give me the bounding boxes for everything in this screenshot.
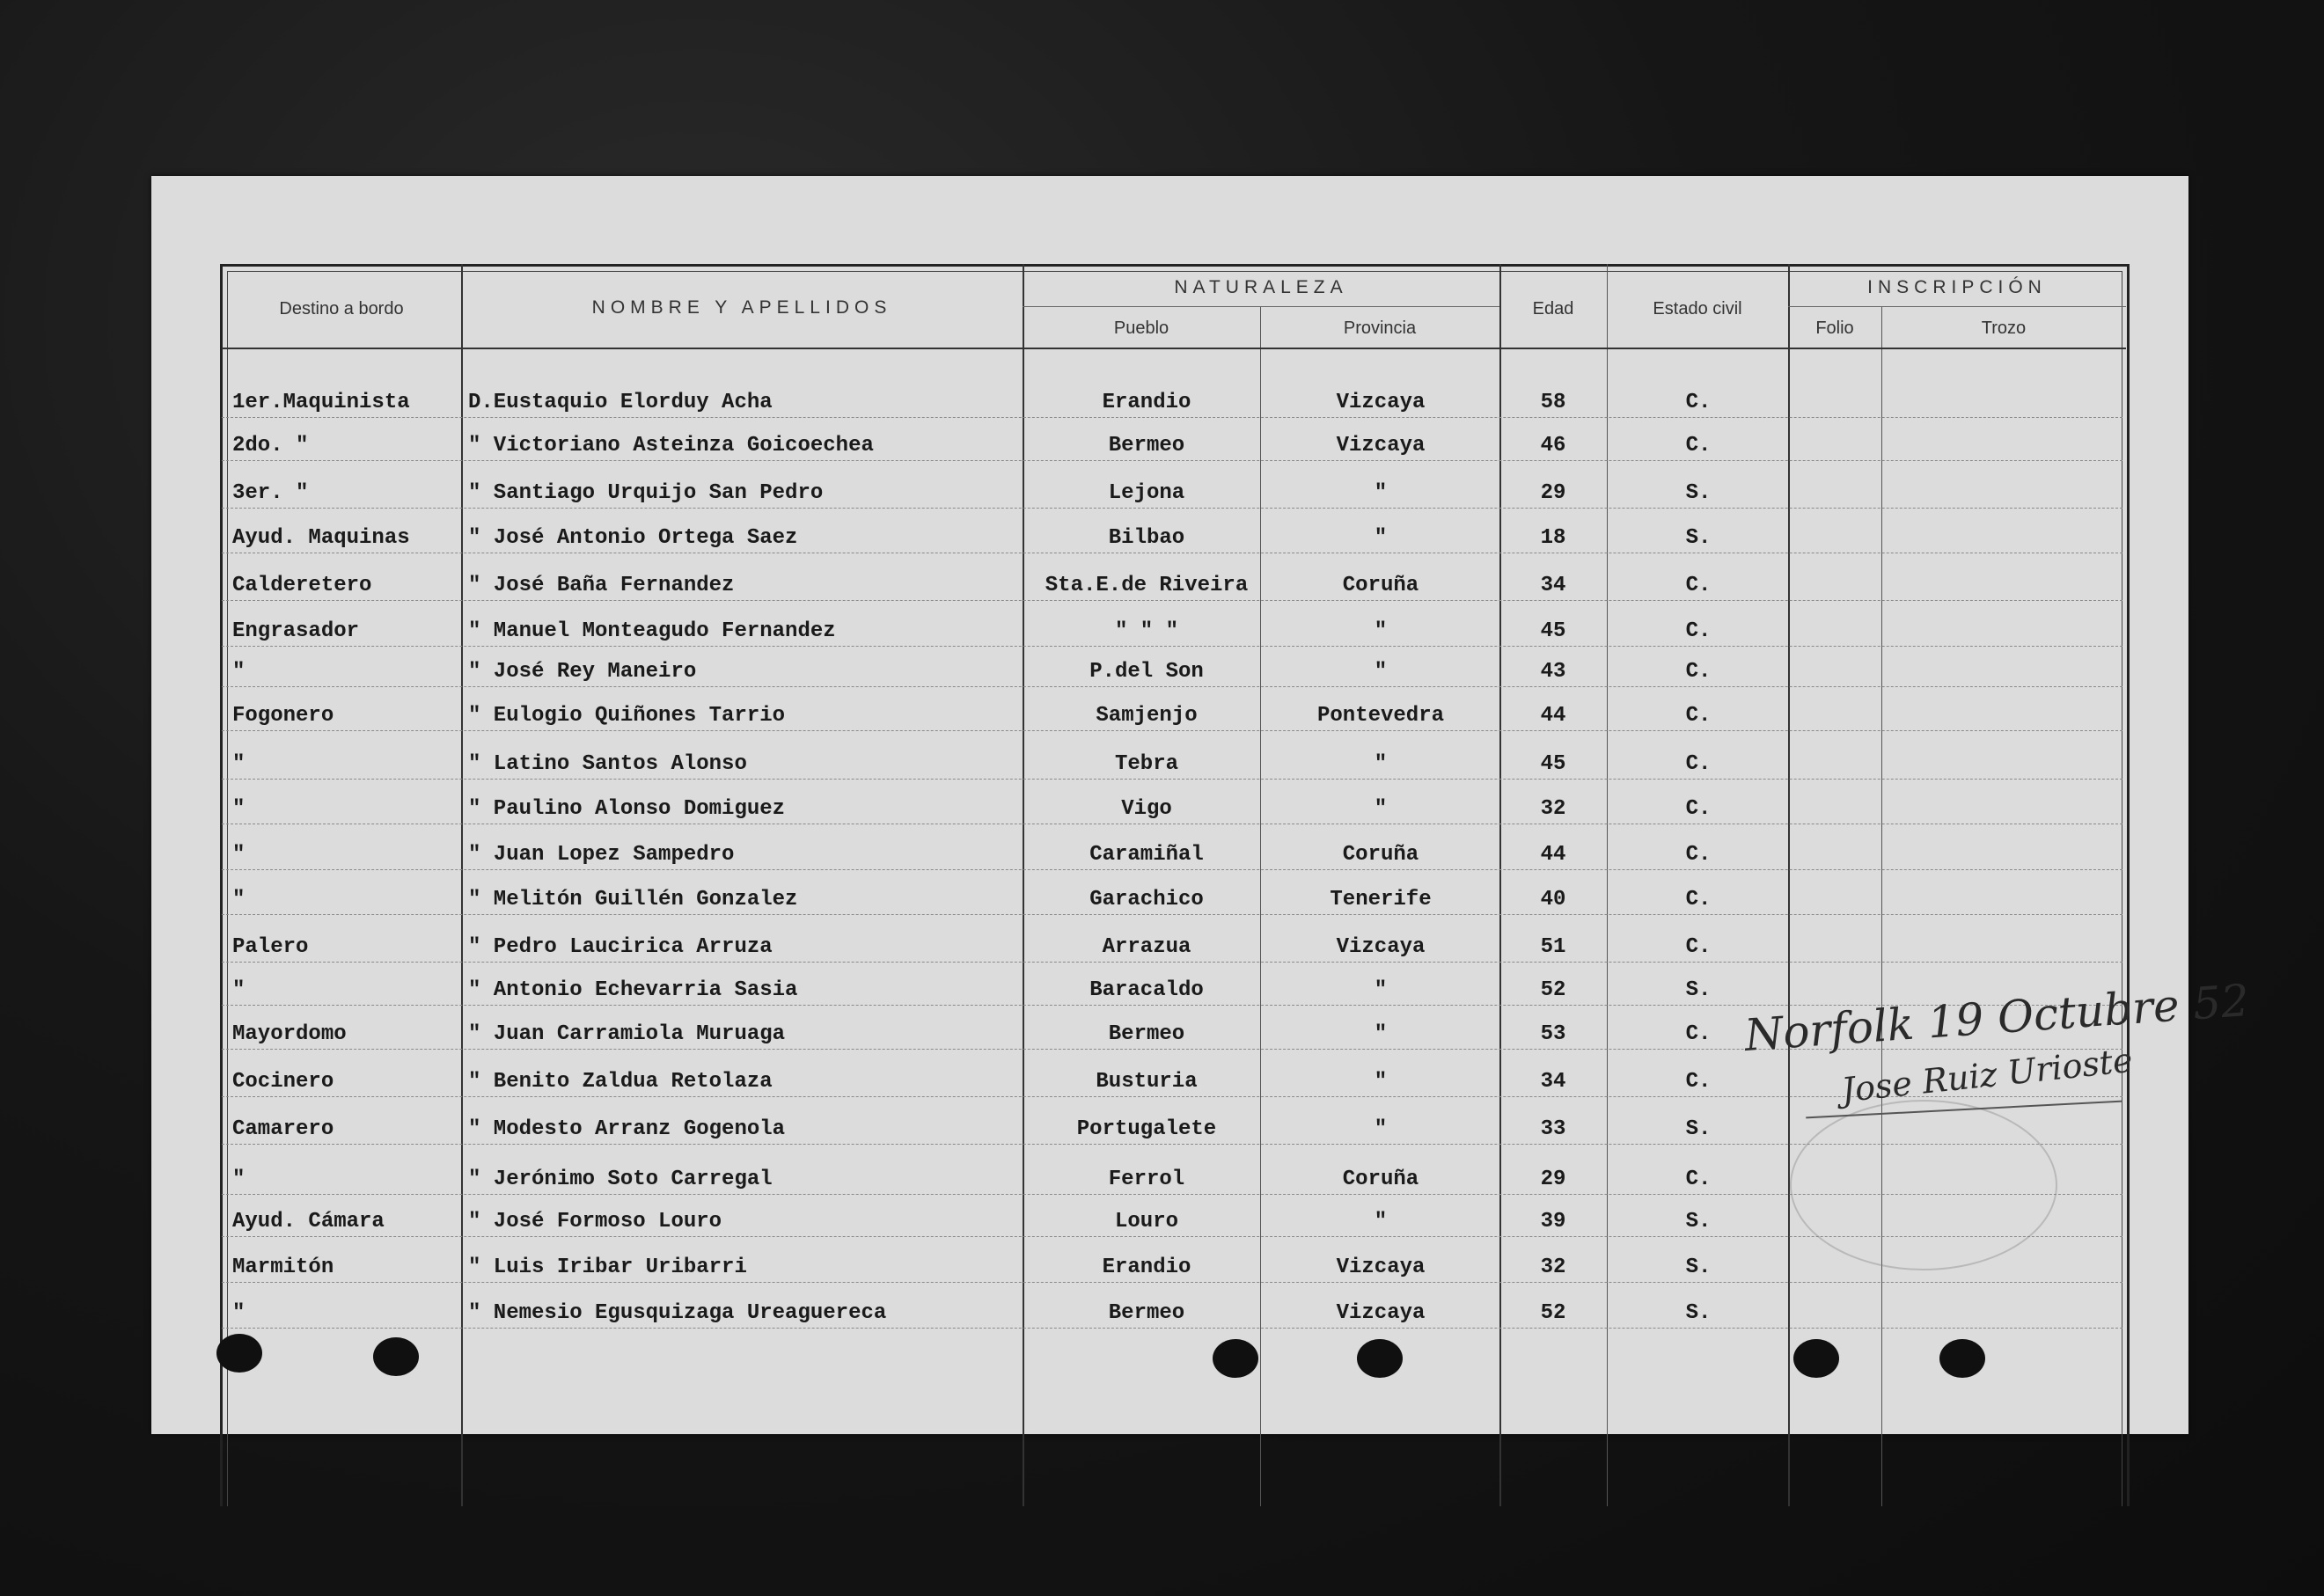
row-dotted-rule bbox=[222, 460, 2122, 461]
row-11-edad: 44 bbox=[1540, 843, 1566, 867]
row-19-nombre: " José Formoso Louro bbox=[468, 1210, 722, 1234]
row-dotted-rule bbox=[222, 508, 2122, 509]
row-18-provincia: Coruña bbox=[1342, 1168, 1419, 1191]
row-1-nombre: D.Eustaquio Elorduy Acha bbox=[468, 391, 773, 414]
row-14-destino: " bbox=[232, 978, 246, 1002]
row-11-pueblo: Caramiñal bbox=[1089, 843, 1204, 867]
row-21-edad: 52 bbox=[1540, 1301, 1566, 1325]
row-21-estado: S. bbox=[1685, 1301, 1712, 1325]
row-3-edad: 29 bbox=[1540, 481, 1566, 505]
row-7-provincia: " bbox=[1374, 660, 1388, 684]
row-7-nombre: " José Rey Maneiro bbox=[468, 660, 697, 684]
row-5-provincia: Coruña bbox=[1342, 574, 1419, 597]
row-16-nombre: " Benito Zaldua Retolaza bbox=[468, 1070, 773, 1094]
row-8-edad: 44 bbox=[1540, 704, 1566, 728]
row-10-estado: C. bbox=[1685, 797, 1712, 821]
header-trozo: Trozo bbox=[1981, 318, 2027, 338]
row-5-destino: Calderetero bbox=[232, 574, 372, 597]
row-13-provincia: Vizcaya bbox=[1336, 935, 1426, 959]
row-21-nombre: " Nemesio Egusquizaga Ureaguereca bbox=[468, 1301, 887, 1325]
row-dotted-rule bbox=[222, 1328, 2122, 1329]
row-7-pueblo: P.del Son bbox=[1089, 660, 1204, 684]
row-1-estado: C. bbox=[1685, 391, 1712, 414]
row-14-estado: S. bbox=[1685, 978, 1712, 1002]
row-20-destino: Marmitón bbox=[232, 1256, 334, 1279]
row-12-estado: C. bbox=[1685, 888, 1712, 911]
header-nombre: NOMBRE Y APELLIDOS bbox=[591, 297, 892, 318]
faded-stamp bbox=[1790, 1100, 2057, 1270]
row-16-provincia: " bbox=[1374, 1070, 1388, 1094]
row-21-pueblo: Bermeo bbox=[1108, 1301, 1185, 1325]
punch-hole bbox=[216, 1334, 262, 1373]
row-dotted-rule bbox=[222, 730, 2122, 731]
handwritten-signature: Jose Ruiz Urioste bbox=[1839, 1040, 2135, 1110]
col-sep-5 bbox=[1607, 264, 1608, 1506]
row-dotted-rule bbox=[222, 914, 2122, 915]
col-sep-1 bbox=[461, 264, 463, 1506]
row-19-provincia: " bbox=[1374, 1210, 1388, 1234]
row-3-nombre: " Santiago Urquijo San Pedro bbox=[468, 481, 824, 505]
row-6-estado: C. bbox=[1685, 619, 1712, 643]
row-2-edad: 46 bbox=[1540, 434, 1566, 458]
row-5-pueblo: Sta.E.de Riveira bbox=[1045, 574, 1249, 597]
row-10-pueblo: Vigo bbox=[1121, 797, 1172, 821]
row-12-edad: 40 bbox=[1540, 888, 1566, 911]
row-15-nombre: " Juan Carramiola Muruaga bbox=[468, 1022, 786, 1046]
row-2-nombre: " Victoriano Asteinza Goicoechea bbox=[468, 434, 874, 458]
col-sep-2 bbox=[1023, 264, 1024, 1506]
row-6-nombre: " Manuel Monteagudo Fernandez bbox=[468, 619, 836, 643]
row-15-edad: 53 bbox=[1540, 1022, 1566, 1046]
row-9-provincia: " bbox=[1374, 752, 1388, 776]
header-provincia: Provincia bbox=[1343, 318, 1417, 338]
document-sheet bbox=[151, 176, 2251, 1434]
row-18-estado: C. bbox=[1685, 1168, 1712, 1191]
row-dotted-rule bbox=[222, 1096, 2122, 1097]
row-20-edad: 32 bbox=[1540, 1256, 1566, 1279]
row-1-provincia: Vizcaya bbox=[1336, 391, 1426, 414]
col-sep-7 bbox=[1881, 306, 1882, 1506]
row-5-edad: 34 bbox=[1540, 574, 1566, 597]
row-2-estado: C. bbox=[1685, 434, 1712, 458]
inscripcion-rule bbox=[1788, 306, 2126, 307]
row-6-provincia: " bbox=[1374, 619, 1388, 643]
row-3-destino: 3er. " bbox=[232, 481, 309, 505]
row-13-pueblo: Arrazua bbox=[1102, 935, 1191, 959]
row-14-pueblo: Baracaldo bbox=[1089, 978, 1204, 1002]
row-4-edad: 18 bbox=[1540, 526, 1566, 550]
row-11-provincia: Coruña bbox=[1342, 843, 1419, 867]
row-1-pueblo: Erandio bbox=[1102, 391, 1191, 414]
row-9-nombre: " Latino Santos Alonso bbox=[468, 752, 747, 776]
row-5-nombre: " José Baña Fernandez bbox=[468, 574, 735, 597]
row-10-provincia: " bbox=[1374, 797, 1388, 821]
row-dotted-rule bbox=[222, 686, 2122, 687]
row-14-nombre: " Antonio Echevarria Sasia bbox=[468, 978, 798, 1002]
row-3-provincia: " bbox=[1374, 481, 1388, 505]
row-6-pueblo: " " " bbox=[1114, 619, 1178, 643]
punch-hole bbox=[1357, 1339, 1403, 1378]
row-2-provincia: Vizcaya bbox=[1336, 434, 1426, 458]
row-7-estado: C. bbox=[1685, 660, 1712, 684]
row-20-provincia: Vizcaya bbox=[1336, 1256, 1426, 1279]
row-14-edad: 52 bbox=[1540, 978, 1566, 1002]
row-17-edad: 33 bbox=[1540, 1117, 1566, 1141]
header-naturaleza: NATURALEZA bbox=[1174, 277, 1348, 297]
row-13-destino: Palero bbox=[232, 935, 309, 959]
handwritten-place-date: Norfolk 19 Octubre 52 bbox=[1742, 975, 2251, 1061]
row-8-provincia: Pontevedra bbox=[1316, 704, 1445, 728]
row-dotted-rule bbox=[222, 779, 2122, 780]
row-4-provincia: " bbox=[1374, 526, 1388, 550]
punch-hole bbox=[1793, 1339, 1839, 1378]
row-7-destino: " bbox=[232, 660, 246, 684]
header-estado-civil: Estado civil bbox=[1653, 299, 1742, 318]
row-17-destino: Camarero bbox=[232, 1117, 334, 1141]
header-bottom-rule bbox=[222, 348, 2126, 349]
punch-hole bbox=[1213, 1339, 1258, 1378]
col-sep-6 bbox=[1788, 264, 1790, 1506]
row-8-pueblo: Samjenjo bbox=[1096, 704, 1198, 728]
row-10-edad: 32 bbox=[1540, 797, 1566, 821]
row-5-estado: C. bbox=[1685, 574, 1712, 597]
row-6-edad: 45 bbox=[1540, 619, 1566, 643]
row-3-pueblo: Lejona bbox=[1108, 481, 1185, 505]
row-12-destino: " bbox=[232, 888, 246, 911]
row-4-estado: S. bbox=[1685, 526, 1712, 550]
punch-hole bbox=[373, 1337, 419, 1376]
row-16-estado: C. bbox=[1685, 1070, 1712, 1094]
header-folio: Folio bbox=[1815, 318, 1854, 338]
row-9-destino: " bbox=[232, 752, 246, 776]
header-destino: Destino a bordo bbox=[279, 299, 404, 318]
punch-hole bbox=[1939, 1339, 1985, 1378]
row-19-edad: 39 bbox=[1540, 1210, 1566, 1234]
row-18-pueblo: Ferrol bbox=[1108, 1168, 1185, 1191]
header-edad: Edad bbox=[1532, 299, 1574, 318]
row-13-nombre: " Pedro Laucirica Arruza bbox=[468, 935, 773, 959]
row-13-edad: 51 bbox=[1540, 935, 1566, 959]
row-18-destino: " bbox=[232, 1168, 246, 1191]
row-11-nombre: " Juan Lopez Sampedro bbox=[468, 843, 735, 867]
row-9-estado: C. bbox=[1685, 752, 1712, 776]
row-8-destino: Fogonero bbox=[232, 704, 334, 728]
row-12-nombre: " Melitón Guillén Gonzalez bbox=[468, 888, 798, 911]
row-12-provincia: Tenerife bbox=[1330, 888, 1432, 911]
row-17-nombre: " Modesto Arranz Gogenola bbox=[468, 1117, 786, 1141]
row-10-destino: " bbox=[232, 797, 246, 821]
row-dotted-rule bbox=[222, 962, 2122, 963]
header-inscripcion: INSCRIPCIÓN bbox=[1867, 277, 2047, 297]
row-17-provincia: " bbox=[1374, 1117, 1388, 1141]
header-pueblo: Pueblo bbox=[1113, 318, 1169, 338]
row-3-estado: S. bbox=[1685, 481, 1712, 505]
row-8-nombre: " Eulogio Quiñones Tarrio bbox=[468, 704, 786, 728]
row-15-provincia: " bbox=[1374, 1022, 1388, 1046]
row-15-pueblo: Bermeo bbox=[1108, 1022, 1185, 1046]
row-9-edad: 45 bbox=[1540, 752, 1566, 776]
row-6-destino: Engrasador bbox=[232, 619, 360, 643]
row-15-estado: C. bbox=[1685, 1022, 1712, 1046]
row-dotted-rule bbox=[222, 869, 2122, 870]
row-dotted-rule bbox=[222, 1282, 2122, 1283]
row-4-destino: Ayud. Maquinas bbox=[232, 526, 410, 550]
row-18-nombre: " Jerónimo Soto Carregal bbox=[468, 1168, 773, 1191]
row-19-destino: Ayud. Cámara bbox=[232, 1210, 385, 1234]
row-11-estado: C. bbox=[1685, 843, 1712, 867]
row-2-pueblo: Bermeo bbox=[1108, 434, 1185, 458]
row-1-edad: 58 bbox=[1540, 391, 1566, 414]
row-21-destino: " bbox=[232, 1301, 246, 1325]
row-14-provincia: " bbox=[1374, 978, 1388, 1002]
row-dotted-rule bbox=[222, 600, 2122, 601]
row-20-nombre: " Luis Iribar Uribarri bbox=[468, 1256, 747, 1279]
row-2-destino: 2do. " bbox=[232, 434, 309, 458]
row-19-pueblo: Louro bbox=[1114, 1210, 1178, 1234]
row-18-edad: 29 bbox=[1540, 1168, 1566, 1191]
row-16-pueblo: Busturia bbox=[1096, 1070, 1198, 1094]
row-21-provincia: Vizcaya bbox=[1336, 1301, 1426, 1325]
row-4-pueblo: Bilbao bbox=[1108, 526, 1185, 550]
row-17-estado: S. bbox=[1685, 1117, 1712, 1141]
row-11-destino: " bbox=[232, 843, 246, 867]
row-13-estado: C. bbox=[1685, 935, 1712, 959]
row-17-pueblo: Portugalete bbox=[1076, 1117, 1217, 1141]
row-20-estado: S. bbox=[1685, 1256, 1712, 1279]
row-dotted-rule bbox=[222, 417, 2122, 418]
row-16-edad: 34 bbox=[1540, 1070, 1566, 1094]
row-1-destino: 1er.Maquinista bbox=[232, 391, 410, 414]
row-dotted-rule bbox=[222, 646, 2122, 647]
row-10-nombre: " Paulino Alonso Domiguez bbox=[468, 797, 786, 821]
row-4-nombre: " José Antonio Ortega Saez bbox=[468, 526, 798, 550]
row-12-pueblo: Garachico bbox=[1089, 888, 1204, 911]
row-16-destino: Cocinero bbox=[232, 1070, 334, 1094]
naturaleza-rule bbox=[1023, 306, 1499, 307]
row-7-edad: 43 bbox=[1540, 660, 1566, 684]
row-8-estado: C. bbox=[1685, 704, 1712, 728]
row-9-pueblo: Tebra bbox=[1114, 752, 1178, 776]
row-19-estado: S. bbox=[1685, 1210, 1712, 1234]
row-20-pueblo: Erandio bbox=[1102, 1256, 1191, 1279]
row-15-destino: Mayordomo bbox=[232, 1022, 347, 1046]
